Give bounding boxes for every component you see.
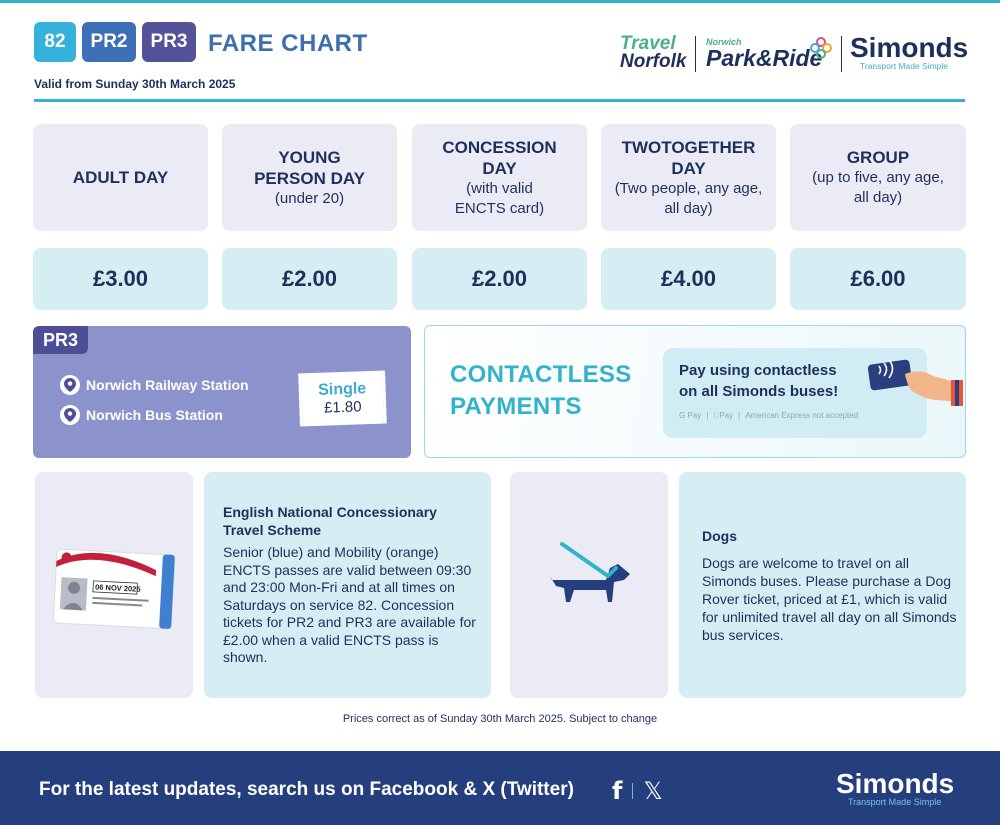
pr3-single-fare-panel bbox=[33, 326, 411, 458]
fare-label-young-person-day bbox=[222, 124, 397, 231]
pay-line2: on all Simonds buses! bbox=[679, 383, 839, 400]
encts-card-image-box bbox=[35, 472, 193, 698]
ticket-label: Single bbox=[317, 379, 367, 399]
single-ticket bbox=[298, 370, 387, 426]
route-badge-82: 82 bbox=[34, 22, 76, 62]
ticket-price: £1.80 bbox=[323, 397, 362, 417]
footer-simonds-logo bbox=[836, 770, 954, 807]
contactless-title-line1: CONTACTLESS bbox=[450, 361, 632, 388]
fare-title: YOUNG PERSON DAY bbox=[254, 147, 365, 188]
stop-name: Norwich Railway Station bbox=[86, 377, 249, 393]
fare-label-group bbox=[790, 124, 966, 231]
footer-tagline: Transport Made Simple bbox=[848, 797, 942, 807]
dogs-title: Dogs bbox=[702, 528, 737, 544]
encts-pass-card-icon bbox=[35, 472, 193, 698]
social-divider bbox=[632, 783, 633, 799]
payment-methods: G Pay | Pay | American Express not accepted bbox=[679, 411, 858, 420]
fare-label-adult-day bbox=[33, 124, 208, 231]
park-and-ride-flower-icon bbox=[809, 36, 833, 60]
google-pay-icon: G Pay bbox=[679, 411, 702, 420]
fare-subtitle: (up to five, any age, all day) bbox=[812, 169, 944, 206]
apple-pay-icon: Pay bbox=[713, 411, 728, 420]
amex-note: American Express not accepted bbox=[739, 411, 853, 420]
fare-price-young-person-day: £2.00 bbox=[222, 248, 397, 310]
encts-info-panel bbox=[204, 472, 491, 698]
pay-contactless-text bbox=[679, 360, 838, 402]
park-and-ride-logo-small: Norwich bbox=[706, 37, 742, 47]
header-divider bbox=[34, 99, 965, 102]
fare-price-concession-day: £2.00 bbox=[412, 248, 587, 310]
x-twitter-icon[interactable]: 𝕏 bbox=[643, 777, 663, 805]
location-pin-icon bbox=[60, 405, 80, 425]
fare-subtitle: (under 20) bbox=[274, 189, 345, 207]
fare-title: ADULT DAY bbox=[72, 168, 169, 187]
simonds-logo-text: Simonds bbox=[850, 32, 969, 63]
hand-holding-card-icon bbox=[865, 354, 963, 406]
route-badge-pr2: PR2 bbox=[82, 22, 136, 62]
footer bbox=[0, 751, 1000, 825]
fare-subtitle: (Two people, any age, all day) bbox=[614, 179, 763, 217]
route-badge-pr3: PR3 bbox=[142, 22, 196, 62]
fare-price-twotogether-day: £4.00 bbox=[601, 248, 776, 310]
top-accent-line bbox=[0, 0, 1000, 3]
simonds-tagline: Transport Made Simple bbox=[860, 61, 949, 71]
encts-title: English National Concessionary Travel Scheme bbox=[223, 504, 437, 538]
pr3-tag: PR3 bbox=[33, 326, 88, 354]
fare-title: CONCESSION DAY bbox=[442, 137, 557, 178]
contactless-title-line2: PAYMENTS bbox=[450, 393, 582, 420]
facebook-icon[interactable]: f bbox=[612, 777, 623, 805]
contactless-panel bbox=[424, 325, 966, 458]
location-pin-icon bbox=[60, 375, 80, 395]
page-title: FARE CHART bbox=[208, 30, 368, 57]
logo-divider-2 bbox=[841, 36, 842, 72]
fare-title: TWOTOGETHER DAY bbox=[621, 137, 756, 178]
prices-disclaimer: Prices correct as of Sunday 30th March 2025. Subject to change bbox=[342, 713, 658, 725]
fare-price-group: £6.00 bbox=[790, 248, 966, 310]
contactless-title bbox=[450, 359, 632, 423]
fare-subtitle: (with valid ENCTS card) bbox=[454, 179, 545, 217]
dog-on-lead-icon bbox=[510, 472, 668, 698]
travel-norfolk-logo bbox=[620, 34, 687, 71]
route-badges bbox=[34, 22, 196, 62]
park-and-ride-logo-text: Park&Ride bbox=[706, 45, 823, 71]
footer-logo-text: Simonds bbox=[836, 768, 955, 799]
encts-body: Senior (blue) and Mobility (orange) ENCTS passes are valid between 09:30 and 23:00 Mon-Fri and at all times on Saturdays on service 82. Concession tickets for PR2 and PR3 are available for £2.00 when a valid ENCTS pass is shown. bbox=[223, 544, 476, 665]
encts-card-date: 06 NOV 2025 bbox=[94, 582, 141, 594]
fare-price-adult-day: £3.00 bbox=[33, 248, 208, 310]
stop-name: Norwich Bus Station bbox=[86, 407, 223, 423]
stop-railway-station bbox=[60, 375, 249, 395]
simonds-logo bbox=[850, 34, 968, 71]
dogs-info-panel bbox=[679, 472, 966, 698]
dogs-body: Dogs are welcome to travel on all Simonds buses. Please purchase a Dog Rover ticket, priced at £1, which is valid for unlimited travel all day on all Simonds bus services. bbox=[702, 555, 957, 643]
stop-bus-station bbox=[60, 405, 223, 425]
valid-from-text: Valid from Sunday 30th March 2025 bbox=[34, 77, 236, 91]
travel-norfolk-logo-line2: Norfolk bbox=[620, 51, 687, 72]
travel-norfolk-logo-line1: Travel bbox=[620, 33, 676, 54]
park-and-ride-logo bbox=[706, 38, 822, 70]
social-links bbox=[612, 777, 663, 805]
fare-label-twotogether-day bbox=[601, 124, 776, 231]
logo-divider bbox=[695, 36, 696, 72]
pay-line1: Pay using contactless bbox=[679, 362, 837, 379]
fare-title: GROUP bbox=[846, 148, 910, 167]
dog-image-box bbox=[510, 472, 668, 698]
fare-label-concession-day bbox=[412, 124, 587, 231]
footer-social-text: For the latest updates, search us on Facebook & X (Twitter) bbox=[39, 779, 574, 800]
